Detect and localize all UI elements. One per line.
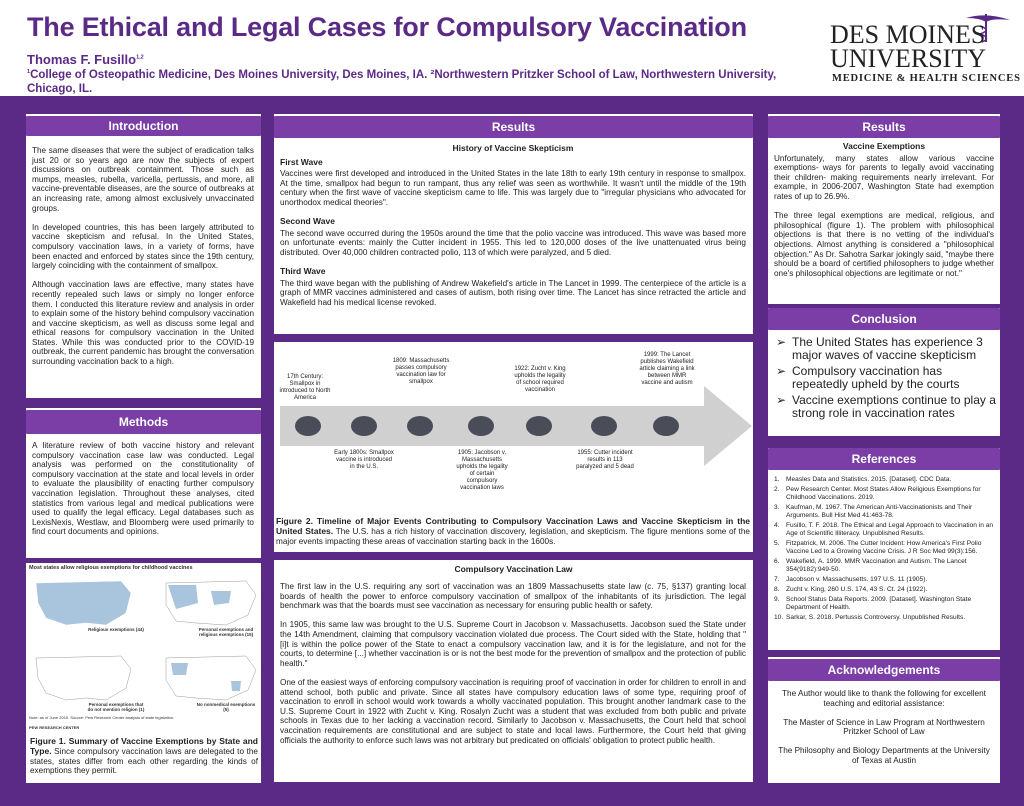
timeline-event-1905: 1905: Jacobson v. Massachusetts upholds the legality of certain compulsory vaccination laws bbox=[456, 450, 508, 491]
reference-number: 1. bbox=[774, 476, 780, 483]
arrow-bullet-icon: ➢ bbox=[776, 393, 787, 407]
logo-line-1: DES MOINES bbox=[830, 20, 986, 49]
acknowledgements-heading: Acknowledgements bbox=[768, 659, 1000, 681]
conclusion-item bbox=[776, 336, 996, 362]
timeline-marker-5 bbox=[526, 416, 552, 436]
references-heading: References bbox=[768, 448, 1000, 470]
ack-paragraph-1: The Author would like to thank the following for excellent teaching and editorial assistance: bbox=[782, 689, 986, 708]
reference-text: Fusillo, T. F. 2018. The Ethical and Legal Approach to Vaccination in an Age of Scientific Illiteracy. Unpublished Results. bbox=[786, 522, 994, 537]
reference-text: Sarkar, S. 2018. Pertussis Controversy. Unpublished Results. bbox=[786, 614, 966, 621]
legend-no-nonmedical: No nonmedical exemptions (5) bbox=[196, 702, 256, 712]
timeline-event-1955: 1955: Cutter incident results in 113 paralyzed and 5 dead bbox=[576, 450, 634, 470]
introduction-text bbox=[32, 146, 254, 376]
reference-item bbox=[774, 596, 996, 612]
intro-paragraph-2: In developed countries, this has been largely attributed to vaccine skepticism and refusal. In the United States, compulsory vaccination laws, in a variety of forms, have been enacted and enforced by states since the 19th century, largely coinciding with the containment of smallpox. bbox=[32, 222, 254, 271]
reference-text: School Status Data Reports. 2009. [Dataset]. Washington State Department of Health. bbox=[786, 596, 972, 611]
poster-header bbox=[0, 0, 1024, 96]
affiliation-superscript: 1 bbox=[27, 69, 31, 76]
reference-number: 6. bbox=[774, 558, 780, 565]
reference-item bbox=[774, 476, 996, 484]
figure-1-caption-text: Since compulsory vaccination laws are delegated to the states, states differ from each other regarding the kinds of exemptions they permit. bbox=[30, 746, 258, 776]
affiliation bbox=[27, 68, 807, 96]
timeline-event-early-1800s: Early 1800s: Smallpox vaccine is introduced in the U.S. bbox=[334, 450, 394, 470]
third-wave-text: The third wave began with the publishing of Andrew Wakefield's article in The Lancet in 1999. The centerpiece of the article is a graph of MMR vaccines administered and cases of autism, both rising over time. The Lancet has since retracted the article and Wakefield had his medical license revoked. bbox=[280, 278, 746, 307]
reference-number: 9. bbox=[774, 596, 780, 603]
timeline-event-17th-century: 17th Century: Smallpox in introduced to North America bbox=[279, 374, 331, 401]
logo-line-2: UNIVERSITY bbox=[830, 44, 986, 73]
map-personal-no-religion-outline bbox=[36, 656, 131, 700]
references-list bbox=[774, 476, 996, 624]
map-note: Note: as of June 2019. Source: Pew Research Center analysis of state legislation. bbox=[29, 715, 175, 720]
methods-panel bbox=[26, 408, 261, 558]
reference-item bbox=[774, 576, 996, 584]
timeline-marker-1 bbox=[295, 416, 321, 436]
timeline-event-1809: 1809: Massachusetts passes compulsory vaccination law for smallpox bbox=[392, 358, 450, 385]
results-history-panel bbox=[274, 114, 753, 334]
conclusion-panel bbox=[768, 308, 1000, 436]
exemptions-text bbox=[774, 142, 994, 288]
reference-text: Kaufman, M. 1967. The American Anti-Vaccinationists and Their Arguments. Bull Hist Med 41:463-78. bbox=[786, 504, 973, 519]
first-wave-text: Vaccines were first developed and introduced in the United States in the late 18th to early 19th century in response to smallpox. At the time, smallpox had begun to run rampant, thus any relief was seen as worthwhile. It wasn't until the middle of the 19th century when the first wave of vaccine skepticism came to life. This was largely due to "irregular physicians who advocated for unorthodox medical theories". bbox=[280, 169, 746, 207]
history-subtitle: History of Vaccine Skepticism bbox=[452, 143, 574, 153]
reference-number: 4. bbox=[774, 522, 780, 529]
legend-personal-religious: Personal exemptions and religious exemptions (15) bbox=[198, 627, 254, 637]
timeline-marker-3 bbox=[407, 416, 433, 436]
timeline-marker-7 bbox=[653, 416, 679, 436]
author-superscript: 1,2 bbox=[136, 54, 144, 61]
law-paragraph-3: One of the easiest ways of enforcing compulsory vaccination is requiring proof of vaccination in order for children to enroll in and attend school, both public and private. Since all states have compulsory education laws of some type, requiring proof of vaccination to enroll in school would work towards a wholly vaccinated population. This brought another landmark case to the U.S. Supreme Court in 1922 with Zucht v. King. Rosalyn Zucht was a student that was excluded from both public and private schools in Texas due to her lacking a vaccination record. Similarly to Jacobson v. Massachusetts, the Court held that school vaccination requirements are constitutional and are subject to state and local laws. Furthermore, the Court held that giving officials the authority to enforce such laws was not arbitrary but predicated on officials' obligation to protect public health. bbox=[280, 677, 746, 745]
reference-text: Fitzpatrick, M. 2006. The Cutter Incident: How America's First Polio Vaccine Led to a Growing Vaccine Crisis. J R Soc Med 99(3):156. bbox=[786, 540, 982, 555]
acknowledgements-text bbox=[778, 689, 990, 775]
conclusion-item bbox=[776, 394, 996, 420]
figure-1-panel bbox=[26, 563, 261, 783]
reference-item bbox=[774, 586, 996, 594]
exemptions-paragraph-2: The three legal exemptions are medical, religious, and philosophical (figure 1). The problem with philosophical objections is that there is no vetting of the individual's objections. Almost anything is considered a "philosophical objection." As Dr. Sahotra Sarkar jokingly said, "maybe there should be a board of certified philosophers to judge whether one's philosophical objections are legitimate or not." bbox=[774, 211, 994, 278]
exemptions-paragraph-1: Unfortunately, many states allow various vaccine exemptions- ways for parents to legally avoid vaccinating their children- making requirements nearly irrelevant. For example, in 2006-2007, Washington State had exemption rates of up to 26.9%. bbox=[774, 153, 994, 201]
map-title: Most states allow religious exemptions for childhood vaccines bbox=[29, 565, 193, 571]
exemptions-subtitle: Vaccine Exemptions bbox=[842, 141, 926, 151]
map-none-ms bbox=[231, 681, 241, 691]
law-panel bbox=[274, 560, 753, 782]
reference-number: 2. bbox=[774, 486, 780, 493]
results-heading: Results bbox=[274, 116, 753, 138]
map-none-ca bbox=[171, 663, 188, 675]
conclusion-heading: Conclusion bbox=[768, 308, 1000, 330]
results-right-heading: Results bbox=[768, 116, 1000, 138]
conclusion-item-text: The United States has experience 3 major waves of vaccine skepticism bbox=[792, 335, 983, 362]
timeline-marker-6 bbox=[591, 416, 617, 436]
reference-item bbox=[774, 486, 996, 502]
ack-paragraph-3: The Philosophy and Biology Departments at the University of Texas at Austin bbox=[778, 746, 990, 765]
conclusion-list bbox=[776, 336, 996, 423]
map-source: PEW RESEARCH CENTER bbox=[29, 725, 80, 730]
second-wave-text: The second wave occurred during the 1950s around the time that the polio vaccine was introduced. This wave was based more on unfortunate events: mainly the Cutter incident in 1955. This led to 120,000 doses of the live unattenuated virus being distributed. Over 40,000 children contracted polio, 113 of which were paralyzed, and 5 died. bbox=[280, 228, 746, 257]
introduction-panel bbox=[26, 114, 261, 398]
timeline-marker-4 bbox=[468, 416, 494, 436]
exemptions-map bbox=[26, 563, 261, 733]
ack-paragraph-2: The Master of Science in Law Program at Northwestern Pritzker School of Law bbox=[783, 717, 985, 737]
reference-text: Pew Research Center. Most States Allow Religious Exemptions for Childhood Vaccinations. 2019. bbox=[786, 486, 981, 501]
acknowledgements-panel bbox=[768, 657, 1000, 783]
results-history-text bbox=[280, 144, 746, 317]
law-paragraph-2: In 1905, this same law was brought to the U.S. Supreme Court in Jacobson v. Massachusetts. Jacobson sued the State under the 14th Amendment, claiming that compulsory vaccination violated due process. The Court sided with the State, holding that "[i]t is within the police power of the State to enact a compulsory vaccination law, and it is for the legislature, and not for the courts, to determine [...] whether vaccination is or is not the best mode for the prevention of smallpox and the protection of public health." bbox=[280, 620, 746, 668]
methods-text: A literature review of both vaccine history and relevant compulsory vaccination case law was conducted. Legal analysis was performed on the constitutionality of compulsory vaccination at the state and local levels in order to evaluate the plausibility of enacting further compulsory vaccination legislation. Throughout these analyses, cited statistics from various legal and medical publications were used to qualify the legal efficacy. Legal databases such as LexisNexis, Westlaw, and Bloomberg were used primarily to find court documents and opinions. bbox=[32, 441, 254, 537]
figure-2-caption-title: Figure 2. Timeline of Major Events Contributing to Compulsory Vaccination Laws and Vaccine Skepticism in the United States. bbox=[276, 516, 750, 536]
affiliation-text: College of Osteopathic Medicine, Des Moines University, Des Moines, IA. ²Northwestern Pritzker School of Law, Northwestern University, Chicago, IL. bbox=[27, 69, 777, 95]
arrow-bullet-icon: ➢ bbox=[776, 364, 787, 378]
legend-religious: Religious exemptions (44) bbox=[88, 627, 144, 632]
third-wave-title: Third Wave bbox=[280, 266, 326, 277]
logo-line-3: MEDICINE & HEALTH SCIENCES bbox=[832, 73, 1021, 84]
reference-number: 7. bbox=[774, 576, 780, 583]
introduction-heading: Introduction bbox=[26, 116, 261, 136]
timeline-event-1999: 1999: The Lancet publishes Wakefield article claiming a link between MMR vaccine and autism bbox=[639, 352, 695, 386]
reference-text: Zucht v. King, 260 U.S. 174, 43 S. Ct. 24 (1922). bbox=[786, 586, 928, 593]
arrow-bullet-icon: ➢ bbox=[776, 335, 787, 349]
map-religious-us bbox=[36, 581, 131, 625]
law-paragraph-1: The first law in the U.S. requiring any sort of vaccination was an 1809 Massachusetts state law (c. 75, §137) granting local boards of health the power to enforce compulsory vaccination of smallpox of the inhabitants of its jurisdiction. The legal benchmark was that the boards must see vaccination as necessary for ensuring public health or safety. bbox=[280, 582, 746, 611]
reference-number: 5. bbox=[774, 540, 780, 547]
figure-2-caption-text: The U.S. has a rich history of vaccination discovery, legislation, and skepticism. The figure mentions some of the major events impacting these areas of vaccination starting back in the 1600s. bbox=[276, 526, 750, 546]
reference-item bbox=[774, 614, 996, 622]
references-panel bbox=[768, 448, 1000, 650]
law-text bbox=[280, 582, 746, 755]
university-logo bbox=[826, 12, 1021, 84]
poster-title: The Ethical and Legal Cases for Compulsory Vaccination bbox=[27, 12, 747, 42]
reference-text: Measles Data and Statistics. 2015. [Dataset]. CDC Data. bbox=[786, 476, 952, 483]
reference-item bbox=[774, 522, 996, 538]
figure-2-caption bbox=[276, 517, 750, 546]
reference-number: 10. bbox=[774, 614, 784, 621]
reference-text: Wakefield, A. 1999. MMR Vaccination and Autism. The Lancet 354(9182):949-50. bbox=[786, 558, 967, 573]
second-wave-title: Second Wave bbox=[280, 216, 335, 227]
intro-paragraph-3: Although vaccination laws are effective, many states have recently repealed such laws or simply no longer enforce them. I conducted this literature review and analysis in order to explain some of the history behind compulsory vaccination and vaccine skepticism, as well as discuss some legal and ethical reasons for compulsory vaccination in the United States. While this was conducted prior to the COVID-19 outbreak, the current pandemic has brought the conversation surrounding vaccination back to a high. bbox=[32, 280, 254, 367]
reference-number: 3. bbox=[774, 504, 780, 511]
timeline-marker-2 bbox=[351, 416, 377, 436]
reference-text: Jacobson v. Massachusetts. 197 U.S. 11 (1905). bbox=[786, 576, 928, 583]
reference-item bbox=[774, 540, 996, 556]
reference-item bbox=[774, 504, 996, 520]
timeline-event-1922: 1922: Zucht v. King upholds the legality of school required vaccination bbox=[514, 366, 566, 393]
figure-1-caption bbox=[30, 737, 258, 776]
map-none-outline bbox=[166, 656, 256, 700]
first-wave-title: First Wave bbox=[280, 156, 323, 167]
intro-paragraph-1: The same diseases that were the subject of eradication talks just 20 or so years ago are now the subjects of expert discussions on outbreak containment. Those such as mumps, measles, rubella, varicella, pertussis, and more, all vaccine-preventable diseases, are the source of outbreaks at an increasing rate, among almost exclusively unvaccinated groups. bbox=[32, 146, 254, 213]
legend-personal-only: Personal exemptions that do not mention religion (1) bbox=[87, 702, 145, 712]
reference-number: 8. bbox=[774, 586, 780, 593]
map-personal-midwest bbox=[211, 591, 231, 605]
figure-1-caption-title: Figure 1. Summary of Vaccine Exemptions by State and Type. bbox=[30, 736, 258, 756]
law-title: Compulsory Vaccination Law bbox=[454, 564, 573, 574]
author-name: Thomas F. Fusillo bbox=[27, 52, 137, 67]
methods-heading: Methods bbox=[26, 410, 261, 434]
author-line bbox=[27, 52, 144, 67]
conclusion-item-text: Compulsory vaccination has repeatedly upheld by the courts bbox=[792, 364, 960, 391]
timeline-panel bbox=[274, 342, 753, 552]
results-exemptions-panel bbox=[768, 114, 1000, 304]
conclusion-item bbox=[776, 365, 996, 391]
conclusion-item-text: Vaccine exemptions continue to play a strong role in vaccination rates bbox=[792, 393, 996, 420]
reference-item bbox=[774, 558, 996, 574]
